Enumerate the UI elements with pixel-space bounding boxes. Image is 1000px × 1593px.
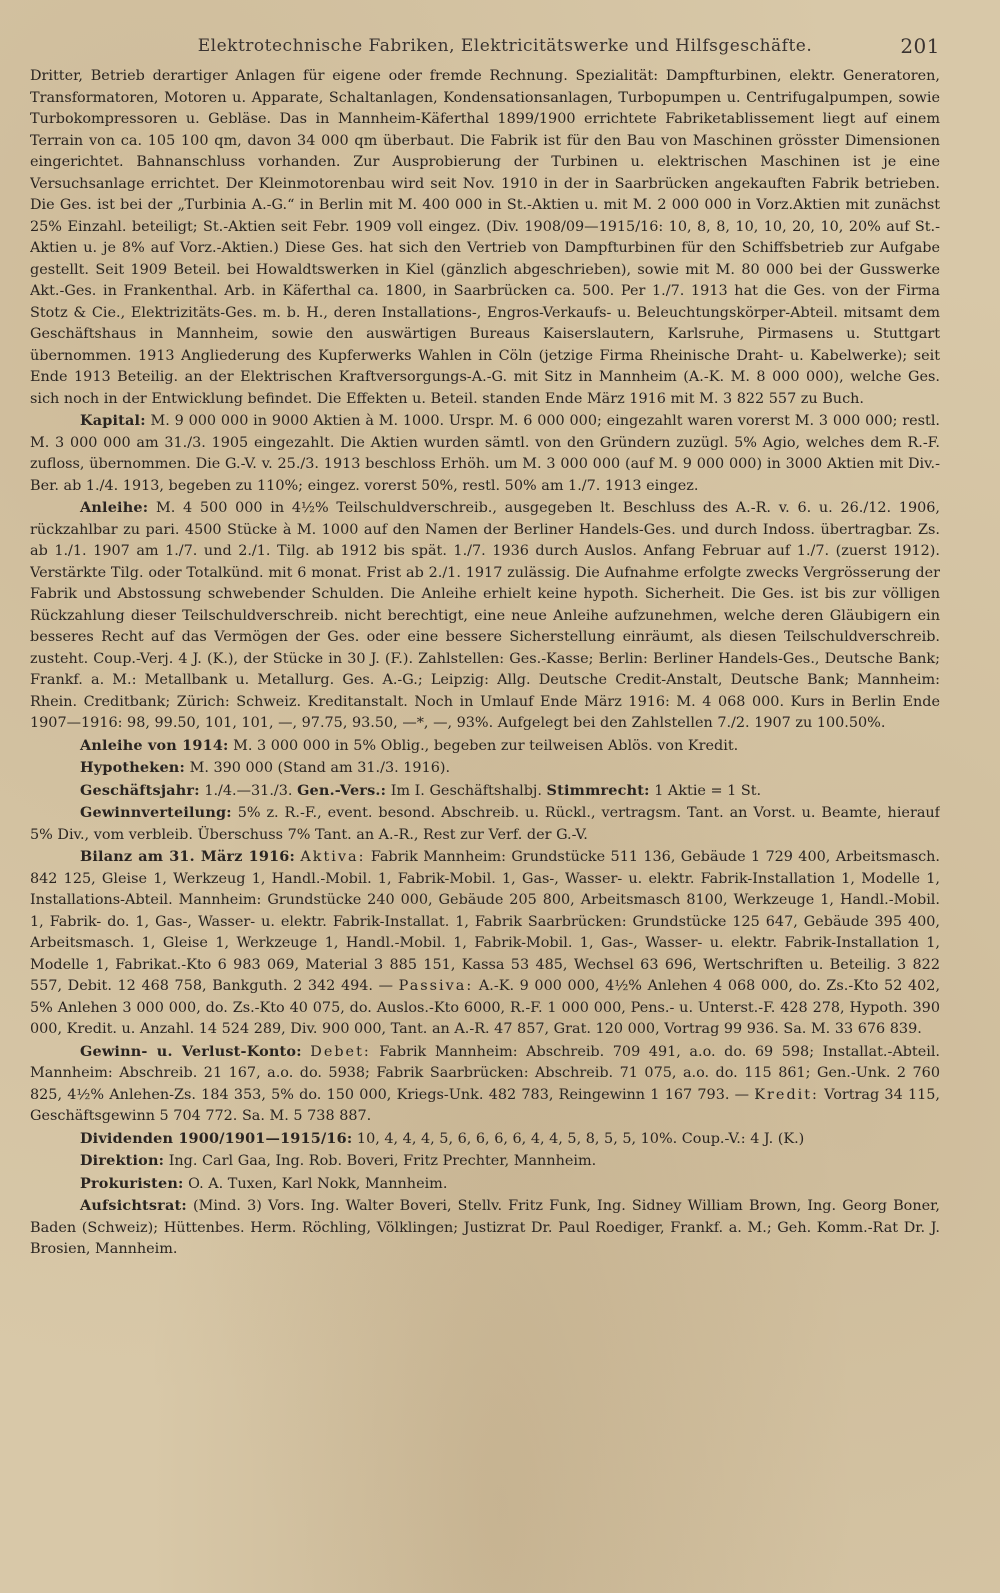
- anleihe-1914-paragraph: [30, 735, 940, 758]
- hypotheken-paragraph: [30, 757, 940, 780]
- prokuristen-label: Prokuristen:: [80, 1174, 184, 1192]
- dividenden-label: Dividenden 1900/1901—1915/16:: [80, 1129, 353, 1147]
- aufsichtsrat-label: Aufsichtsrat:: [80, 1197, 187, 1214]
- intro-paragraph: Dritter, Betrieb derartiger Anlagen für eigene oder fremde Rechnung. Spezialität: Dampfturbinen, elektr. Generatoren, Transformatoren, Motoren u. Apparate, Schaltanlagen, Kondensationsanlagen, Turbopumpen u. Centrifugalpumpen, sowie Turbokompressoren u. Gebläse. Das in Mannheim-Käferthal 1899/1900 errichtete Fabriketablissement liegt auf einem Terrain von ca. 105 100 qm, davon 34 000 qm überbaut. Die Fabrik ist für den Bau von Maschinen grösster Dimensionen eingerichtet. Bahnanschluss vorhanden. Zur Ausprobierung der Turbinen u. elektrischen Maschinen ist je eine Versuchsanlage errichtet. Der Kleinmotorenbau wird seit Nov. 1910 in der in Saarbrücken angekauften Fabrik betrieben. Die Ges. ist bei der „Turbinia A.-G.“ in Berlin mit M. 400 000 in St.-Aktien u. mit M. 2 000 000 in Vorz.Aktien mit zunächst 25% Einzahl. beteiligt; St.-Aktien seit Febr. 1909 voll eingez. (Div. 1908/09—1915/16: 10, 8, 8, 10, 10, 20, 10, 20% auf St.-Aktien u. je 8% auf Vorz.-Aktien.) Diese Ges. hat sich den Vertrieb von Dampfturbinen für den Schiffsbetrieb zur Aufgabe gestellt. Seit 1909 Beteil. bei Howaldtswerken in Kiel (gänzlich abgeschrieben), sowie mit M. 80 000 bei der Gusswerke Akt.-Ges. in Frankenthal. Arb. in Käferthal ca. 1800, in Saarbrücken ca. 500. Per 1./7. 1913 hat die Ges. von der Firma Stotz & Cie., Elektrizitäts-Ges. m. b. H., deren Installations-, Engros-Verkaufs- u. Beleuchtungskörper-Abteil. mitsamt dem Geschäftshaus in Mannheim, sowie den auswärtigen Bureaus Kaiserslautern, Karlsruhe, Pirmasens u. Stuttgart übernommen. 1913 Angliederung des Kupferwerks Wahlen in Cöln (jetzige Firma Rheinische Draht- u. Kabelwerke); seit Ende 1913 Beteilig. an der Elektrischen Kraftversorgungs-A.-G. mit Sitz in Mannheim (A.-K. M. 8 000 000), welche Ges. sich noch in der Entwicklung befindet. Die Effekten u. Beteil. standen Ende März 1916 mit M. 3 822 557 zu Buch.: [30, 68, 940, 407]
- gewinn-verlust-paragraph: [30, 1041, 940, 1128]
- gewinn-verlust-label: Gewinn- u. Verlust-Konto:: [80, 1042, 302, 1060]
- aufsichtsrat-text: (Mind. 3) Vors. Ing. Walter Boveri, Stellv. Fritz Funk, Ing. Sidney William Brown, Ing. Georg Boner, Baden (Schweiz); Hüttenbes. Herm. Röchling, Völklingen; Justizrat Dr. Paul Roediger, Frankf. a. M.; Geh. Komm.-Rat Dr. J. Brosien, Mannheim.: [30, 1198, 940, 1257]
- kapital-paragraph: [30, 410, 940, 497]
- anleihe-paragraph: [30, 497, 940, 735]
- stimmrecht-label: Stimmrecht:: [546, 781, 650, 799]
- debet-text: Fabrik Mannheim: Abschreib. 709 491, a.o. do. 69 598; Installat.-Abteil. Mannheim: Abschreib. 21 167, a.o. do. 5938; Fabrik Saarbrücken: Abschreib. 71 075, a.o. do. 115 861; Gen.-Unk. 2 760 825, 4½% Anlehen-Zs. 184 353, 5% do. 150 000, Kriegs-Unk. 482 783, Reingewinn 1 167 793. —: [30, 1043, 940, 1103]
- bilanz-label: Bilanz am 31. März 1916:: [80, 848, 296, 865]
- stimmrecht-text: 1 Aktie = 1 St.: [654, 782, 762, 799]
- kapital-label: Kapital:: [80, 412, 146, 429]
- gewinnverteilung-paragraph: [30, 802, 940, 846]
- passiva-text: A.-K. 9 000 000, 4½% Anlehen 4 068 000, do. Zs.-Kto 52 402, 5% Anlehen 3 000 000, do. Zs.-Kto 40 075, do. Auslos.-Kto 6000, R.-F. 1 000 000, Pens.- u. Unterst.-F. 428 278, Hypoth. 390 000, Kredit. u. Anzahl. 14 524 289, Div. 900 000, Tant. an A.-R. 47 857, Grat. 120 000, Vortrag 99 936. Sa. M. 33 676 839.: [30, 978, 940, 1037]
- header-title: Elektrotechnische Fabriken, Elektricitätswerke und Hilfsgeschäfte.: [197, 36, 813, 56]
- prokuristen-text: O. A. Tuxen, Karl Nokk, Mannheim.: [188, 1175, 448, 1192]
- gen-vers-text: Im I. Geschäftshalbj.: [390, 782, 542, 799]
- dividenden-paragraph: [30, 1128, 940, 1151]
- aktiva-text: Fabrik Mannheim: Grundstücke 511 136, Gebäude 1 729 400, Arbeitsmasch. 842 125, Gleise 1, Werkzeug 1, Handl.-Mobil. 1, Fabrik-Mobil. 1, Gas-, Wasser- u. elektr. Fabrik-Installation 1, Modelle 1, Installations-Abteil. Mannheim: Grundstücke 240 000, Gebäude 205 800, Arbeitsmasch 8100, Werkzeuge 1, Handl.-Mobil. 1, Fabrik- do. 1, Gas-, Wasser- u. elektr. Fabrik-Installat. 1, Fabrik Saarbrücken: Grundstücke 125 647, Gebäude 395 400, Arbeitsmasch. 1, Gleise 1, Werkzeuge 1, Handl.-Mobil. 1, Fabrik-Mobil. 1, Gas-, Wasser- u. elektr. Fabrik-Installation 1, Modelle 1, Fabrikat.-Kto 6 983 069, Material 3 885 151, Kassa 53 485, Wechsel 63 696, Wertschriften u. Beteilig. 3 822 557, Debit. 12 468 758, Bankguth. 2 342 494. —: [30, 849, 940, 994]
- kapital-text: M. 9 000 000 in 9000 Aktien à M. 1000. Urspr. M. 6 000 000; eingezahlt waren vorerst M. 3 000 000; restl. M. 3 000 000 am 31./3. 1905 eingezahlt. Die Aktien wurden sämtl. von den Gründern zuzügl. 5% Agio, welches dem R.-F. zufloss, übernommen. Die G.-V. v. 25./3. 1913 beschloss Erhöh. um M. 3 000 000 (auf M. 9 000 000) in 3000 Aktien mit Div.-Ber. ab 1./4. 1913, begeben zu 110%; eingez. vorerst 50%, restl. 50% am 1./7. 1913 eingez.: [30, 413, 940, 494]
- direktion-paragraph: [30, 1150, 940, 1173]
- bilanz-paragraph: [30, 846, 940, 1041]
- dividenden-text: 10, 4, 4, 4, 5, 6, 6, 6, 6, 4, 4, 5, 8, 5, 5, 10%. Coup.-V.: 4 J. (K.): [356, 1130, 805, 1147]
- anleihe-label: Anleihe:: [80, 499, 149, 516]
- anleihe-1914-label: Anleihe von 1914:: [80, 736, 229, 754]
- aufsichtsrat-paragraph: [30, 1195, 940, 1261]
- gewinnverteilung-text: 5% z. R.-F., event. besond. Abschreib. u. Rückl., vertragsm. Tant. an Vorst. u. Beamte, hierauf 5% Div., vom verbleib. Überschuss 7% Tant. an A.-R., Rest zur Verf. der G.-V.: [30, 805, 940, 843]
- running-header: [30, 36, 940, 66]
- geschaeftsjahr-text: 1./4.—31./3.: [204, 782, 293, 799]
- hypotheken-label: Hypotheken:: [80, 759, 185, 776]
- kredit-label: Kredit:: [754, 1086, 819, 1103]
- direktion-label: Direktion:: [80, 1152, 165, 1169]
- gewinnverteilung-label: Gewinnverteilung:: [80, 804, 232, 821]
- direktion-text: Ing. Carl Gaa, Ing. Rob. Boveri, Fritz Prechter, Mannheim.: [168, 1153, 597, 1169]
- passiva-label: Passiva:: [398, 978, 474, 994]
- anleihe-1914-text: M. 3 000 000 in 5% Oblig., begeben zur teilweisen Ablös. von Kredit.: [233, 737, 739, 754]
- gen-vers-label: Gen.-Vers.:: [297, 781, 387, 799]
- kredit-text: Vortrag 34 115, Geschäftsgewinn 5 704 772. Sa. M. 5 738 887.: [30, 1086, 940, 1124]
- debet-label: Debet:: [310, 1043, 371, 1060]
- prokuristen-paragraph: [30, 1173, 940, 1196]
- aktiva-label: Aktiva:: [300, 849, 366, 865]
- document-body: [30, 66, 940, 1261]
- document-page: [30, 36, 940, 1576]
- geschaeftsjahr-label: Geschäftsjahr:: [80, 781, 200, 799]
- anleihe-text: M. 4 500 000 in 4½% Teilschuldverschreib., ausgegeben lt. Beschluss des A.-R. v. 6. u. 26./12. 1906, rückzahlbar zu pari. 4500 Stücke à M. 1000 auf den Namen der Berliner Handels-Ges. und durch Indoss. übertragbar. Zs. ab 1./1. 1907 am 1./7. und 2./1. Tilg. ab 1912 bis spät. 1./7. 1936 durch Auslos. Anfang Februar auf 1./7. (zuerst 1912). Verstärkte Tilg. oder Totalkünd. mit 6 monat. Frist ab 2./1. 1917 zulässig. Die Aufnahme erfolgte zwecks Vergrösserung der Fabrik und Abstossung schwebender Schulden. Die Anleihe erhielt keine hypoth. Sicherheit. Die Ges. ist bis zur völligen Rückzahlung dieser Teilschuldverschreib. nicht berechtigt, eine neue Anleihe aufzunehmen, welche deren Gläubigern ein besseres Recht auf das Vermögen der Ges. oder eine bessere Sicherstellung einräumt, als diesen Teilschuldverschreib. zusteht. Coup.-Verj. 4 J. (K.), der Stücke in 30 J. (F.). Zahlstellen: Ges.-Kasse; Berlin: Berliner Handels-Ges., Deutsche Bank; Frankf. a. M.: Metallbank u. Metallurg. Ges. A.-G.; Leipzig: Allg. Deutsche Credit-Anstalt, Deutsche Bank; Mannheim: Rhein. Creditbank; Zürich: Schweiz. Kreditanstalt. Noch in Umlauf Ende März 1916: M. 4 068 000. Kurs in Berlin Ende 1907—1916: 98, 99.50, 101, 101, —, 97.75, 93.50, —*, —, 93%. Aufgelegt bei den Zahlstellen 7./2. 1907 zu 100.50%.: [30, 500, 940, 731]
- hypotheken-text: M. 390 000 (Stand am 31./3. 1916).: [189, 760, 451, 776]
- page-number: 201: [900, 36, 940, 58]
- geschaeftsjahr-paragraph: [30, 780, 940, 803]
